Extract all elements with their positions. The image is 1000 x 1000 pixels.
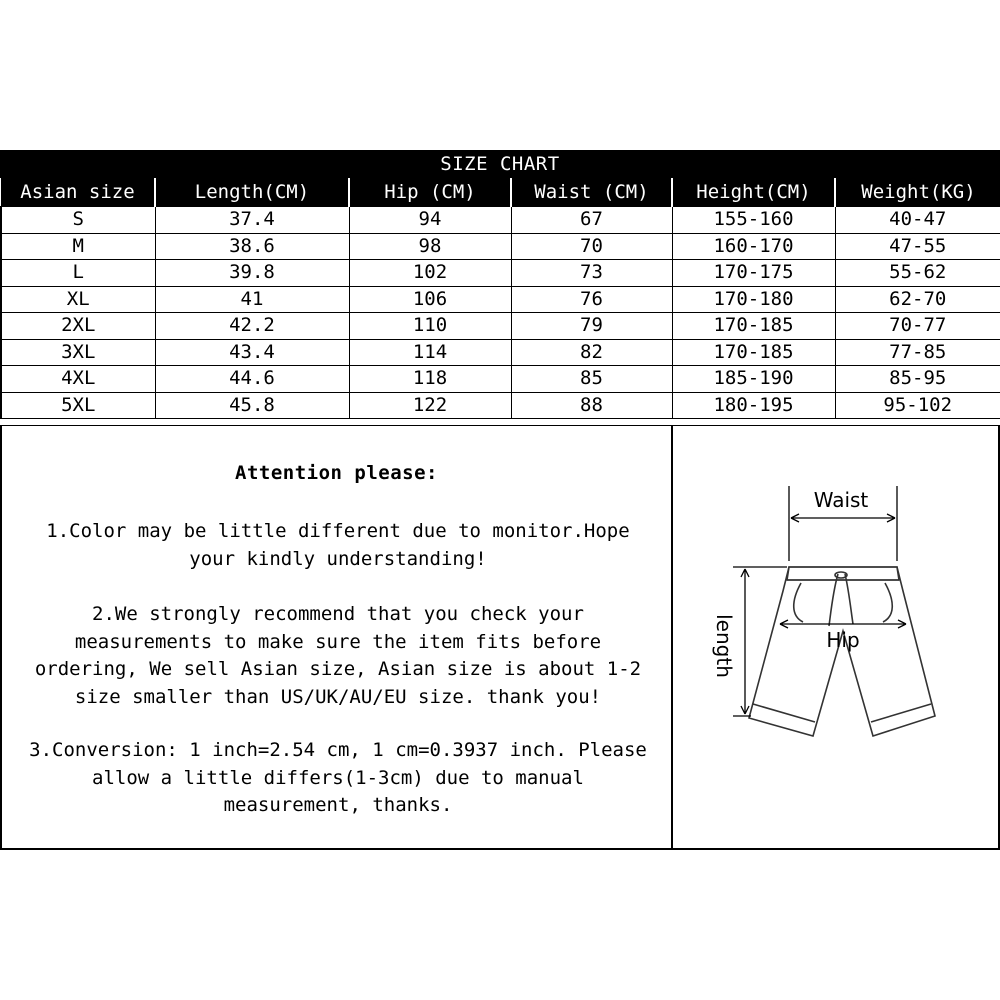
table-row bbox=[1, 313, 1000, 340]
cell-weight: 95-102 bbox=[835, 392, 1000, 419]
cell-hip: 94 bbox=[349, 207, 511, 234]
size-chart-title: SIZE CHART bbox=[0, 150, 1000, 178]
header-length: Length(CM) bbox=[155, 178, 349, 207]
cell-hip: 98 bbox=[349, 233, 511, 260]
cell-waist: 76 bbox=[511, 286, 672, 313]
table-row bbox=[1, 260, 1000, 287]
cell-weight: 55-62 bbox=[835, 260, 1000, 287]
table-row bbox=[1, 207, 1000, 234]
attention-heading: Attention please: bbox=[235, 462, 438, 484]
header-weight: Weight(KG) bbox=[835, 178, 1000, 207]
header-hip: Hip (CM) bbox=[349, 178, 511, 207]
cell-size: L bbox=[1, 260, 155, 287]
info-section bbox=[0, 425, 1000, 850]
shorts-drawstring bbox=[829, 574, 853, 626]
cell-waist: 70 bbox=[511, 233, 672, 260]
cell-height: 170-180 bbox=[672, 286, 835, 313]
cell-height: 180-195 bbox=[672, 392, 835, 419]
cell-size: 4XL bbox=[1, 366, 155, 393]
cell-waist: 67 bbox=[511, 207, 672, 234]
cell-waist: 73 bbox=[511, 260, 672, 287]
cell-hip: 102 bbox=[349, 260, 511, 287]
length-label: length bbox=[712, 614, 736, 678]
cell-size: M bbox=[1, 233, 155, 260]
cell-length: 38.6 bbox=[155, 233, 349, 260]
cell-weight: 70-77 bbox=[835, 313, 1000, 340]
note-conversion: 3.Conversion: 1 inch=2.54 cm, 1 cm=0.3937 inch. Please allow a little differs(1-3cm) due to manual measurement, thanks. bbox=[29, 739, 647, 816]
cell-size: 5XL bbox=[1, 392, 155, 419]
header-asian-size: Asian size bbox=[1, 178, 155, 207]
cell-length: 37.4 bbox=[155, 207, 349, 234]
cell-size: S bbox=[1, 207, 155, 234]
cell-length: 39.8 bbox=[155, 260, 349, 287]
shorts-pocket-right bbox=[883, 583, 892, 622]
table-header-row bbox=[1, 178, 1000, 207]
cell-length: 44.6 bbox=[155, 366, 349, 393]
header-height: Height(CM) bbox=[672, 178, 835, 207]
cell-hip: 114 bbox=[349, 339, 511, 366]
cell-waist: 79 bbox=[511, 313, 672, 340]
cell-waist: 88 bbox=[511, 392, 672, 419]
cell-height: 170-185 bbox=[672, 339, 835, 366]
note-measurements: 2.We strongly recommend that you check your measurements to make sure the item fits before ordering, We sell Asian size, Asian size is about 1-2 size smaller than US/UK/AU/EU size. thank you! bbox=[34, 603, 642, 708]
table-row bbox=[1, 286, 1000, 313]
cell-waist: 85 bbox=[511, 366, 672, 393]
cell-height: 160-170 bbox=[672, 233, 835, 260]
size-table bbox=[0, 178, 1000, 419]
hip-label: Hip bbox=[826, 628, 860, 652]
cell-length: 45.8 bbox=[155, 392, 349, 419]
cell-size: XL bbox=[1, 286, 155, 313]
cell-length: 43.4 bbox=[155, 339, 349, 366]
note-color: 1.Color may be little different due to monitor.Hope your kindly understanding! bbox=[46, 520, 630, 570]
cell-length: 41 bbox=[155, 286, 349, 313]
shorts-diagram bbox=[673, 426, 998, 848]
cell-height: 185-190 bbox=[672, 366, 835, 393]
cell-height: 170-185 bbox=[672, 313, 835, 340]
cell-weight: 40-47 bbox=[835, 207, 1000, 234]
cell-weight: 62-70 bbox=[835, 286, 1000, 313]
table-row bbox=[1, 339, 1000, 366]
cell-height: 155-160 bbox=[672, 207, 835, 234]
cell-length: 42.2 bbox=[155, 313, 349, 340]
table-row bbox=[1, 392, 1000, 419]
table-row bbox=[1, 366, 1000, 393]
header-waist: Waist (CM) bbox=[511, 178, 672, 207]
cell-height: 170-175 bbox=[672, 260, 835, 287]
cell-weight: 77-85 bbox=[835, 339, 1000, 366]
attention-notes bbox=[2, 426, 673, 848]
cell-hip: 106 bbox=[349, 286, 511, 313]
cell-waist: 82 bbox=[511, 339, 672, 366]
cell-size: 3XL bbox=[1, 339, 155, 366]
cell-hip: 122 bbox=[349, 392, 511, 419]
waist-label: Waist bbox=[813, 488, 869, 512]
cell-weight: 47-55 bbox=[835, 233, 1000, 260]
table-row bbox=[1, 233, 1000, 260]
cell-size: 2XL bbox=[1, 313, 155, 340]
cell-hip: 110 bbox=[349, 313, 511, 340]
size-chart bbox=[0, 150, 1000, 850]
cell-hip: 118 bbox=[349, 366, 511, 393]
cell-weight: 85-95 bbox=[835, 366, 1000, 393]
shorts-diagram-svg bbox=[673, 426, 998, 847]
shorts-pocket-left bbox=[794, 583, 803, 622]
